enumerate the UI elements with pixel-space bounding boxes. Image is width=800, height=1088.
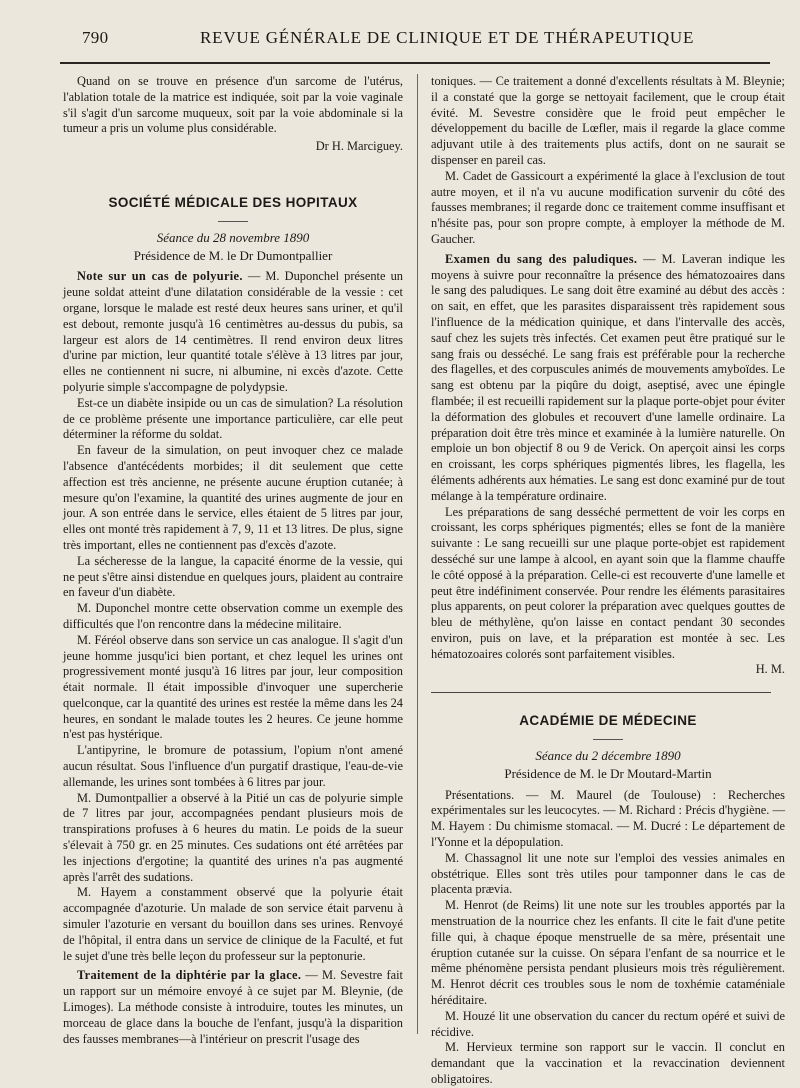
journal-title: REVUE GÉNÉRALE DE CLINIQUE ET DE THÉRAPEUTIQUE <box>200 28 695 47</box>
paragraph: toniques. — Ce traitement a donné d'excellents résultats à M. Bleynie; il a constaté que la gorge se nettoyait facilement, que le croup était évité. M. Sevestre considère que le froid peut empêcher le développement du bacille de Lœfler, mais il regarde la glace comme adjuvant utile à des traitements plus actifs, dont on ne saurait se dispenser en pareil cas. <box>431 74 785 167</box>
paragraph: M. Cadet de Gassicourt a expérimenté la glace à l'exclusion de tout autre moyen, et il n'a vu aucune modification survenir du côté des fausses membranes; il regarde donc ce traitement comme insuffisant et n'hésite pas, pour son propre compte, à employer la méthode de M. Gaucher. <box>431 168 785 246</box>
article-signature: H. M. <box>755 662 785 677</box>
running-head <box>60 28 760 54</box>
paludiques-paragraph: — M. Laveran indique les moyens à suivre pour reconnaître la présence des hématozoaires dans le sang des paludiques. Le sang doit être examiné au début des accès : on sait, en effet, que les parasites disparaissent très rapidement sous l'influence de la médication quinique, et dans l'intervalle des accès, sauf chez les sujets très infectés. Cet examen peut être pratiqué sur le sang frais ou desséché. Le sang frais est préférable pour la recherche des flagelles, et des corpuscules animés de mouvements amyboïdes. Le sang est obtenu par la piqûre du doigt, aseptisé, avec une épingle flambée; il est recueilli rapidement sur la plaque porte-objet pour éviter la déformation des globules et recouvert d'une lamelle ordinaire. La préparation doit être très mince et examinée à la lumière naturelle. On emploie un bon objectif 8 ou 9 de Verick. On aperçoit ainsi les corps en croissant, les corps sphériques pigmentés libres, les flagella, les éléments adhérents aux hématies. Le sang est donc examiné pur de tout mélange à la température ordinaire. <box>431 251 785 503</box>
page-number: 790 <box>82 28 109 47</box>
sarcome-paragraph: Quand on se trouve en présence d'un sarcome de l'utérus, l'ablation totale de la matrice est indiquée, soit par la voie vaginale s'il s'agit d'un sarcome muqueux, soit par la voie abdominale si la tumeur a pris un volume plus considérable. <box>63 74 403 136</box>
section-title-societe: SOCIÉTÉ MÉDICALE DES HOPITAUX <box>108 194 358 210</box>
paragraph: M. Chassagnol lit une note sur l'emploi des vessies animales en obstétrique. Elles sont très utiles pour tamponner dans le cas de placenta prævia. <box>431 850 785 897</box>
section-divider <box>593 739 623 740</box>
right-column <box>431 74 785 1088</box>
polyurie-paragraph: — M. Duponchel présente un jeune soldat atteint d'une dilatation considérable de la vessie : cet organe, lorsque le malade est resté deux heures sans uriner, et qu'il est debout, remonte jusqu'à 16 centimètres au-dessus du pubis, sa largeur est alors de 14 centimètres. Il rend environ deux litres d'urine par miction, leur quantité totale s'élève à 13 litres par jour, elles ne contiennent ni sucre, ni albumine, ni excès d'azote. Cette polyurie simple s'accompagne de polydypsie. <box>63 269 403 394</box>
header-rule <box>60 62 770 64</box>
paragraph: M. Duponchel montre cette observation comme un exemple des difficultés que l'on rencontre dans la médecine militaire. <box>63 601 403 631</box>
paragraph: Les préparations de sang desséché permettent de voir les corps en croissant, les corps sphériques pigmentés; elles se font de la manière suivante : Le sang recueilli sur une plaque porte-objet est rapidement desséché sur une lampe à alcool, en ayant soin que la flamme chauffe le côté opposé à la préparation. Celle-ci est recouverte d'une lamelle et peut être indéfiniment conservée. Pour rendre les éléments parasitaires plus apparents, on peut colorer la préparation avec quelques gouttes de bleu de méthylène, qu'on laisse en contact pendant 30 secondes environ, puis on lave, et la préparation est montée à sec. Les hématozoaires colorés sont parfaitement visibles. <box>431 504 785 661</box>
article-title-diphterie: Traitement de la diphtérie par la glace. <box>77 968 302 983</box>
paragraph: Présentations. — M. Maurel (de Toulouse) : Recherches expérimentales sur les leucocytes. — M. Richard : Précis d'hygiène. — M. Hayem : Du chimisme stomacal. — M. Ducré : Le département de l'Yonne et la dépopulation. <box>431 787 785 850</box>
paragraph: M. Hervieux termine son rapport sur le vaccin. Il conclut en demandant que la vaccination et la revaccination deviennent obligatoires. <box>431 1040 785 1087</box>
left-column <box>63 74 403 1047</box>
paragraph: L'antipyrine, le bromure de potassium, l'opium n'ont amené aucun résultat. Sous l'influence d'un purgatif drastique, l'eau-de-vie allemande, les urines sont tombées à 6 litres par jour. <box>63 743 403 789</box>
section-rule <box>431 692 771 693</box>
paragraph: Est-ce un diabète insipide ou un cas de simulation? La résolution de ce problème présente une importance particulière, car elle peut déterminer la réforme du soldat. <box>63 395 403 442</box>
paragraph: En faveur de la simulation, on peut invoquer chez ce malade l'absence d'antécédents morbides; il dit seulement que cette affection est très ancienne, ne présente aucune éruption cutanée; à mesure qu'on l'examine, la quantité des urines augmente de jour en jour. A son entrée dans le service, elles étaient de 5 litres par jour, elles ont monté très rapidement à 7, 9, 11 et 13 litres. De plus, signe très important, elles ne contiennent pas d'excès d'azote. <box>63 443 403 552</box>
paragraph: M. Hayem a constamment observé que la polyurie était accompagnée d'azoturie. Un malade de son service était parvenu à simuler l'azoturie en versant du bouillon dans ses urines. Renvoyé de l'hôpital, il entra dans un service de clinique de la Faculté, et fut le sujet d'une très belle leçon du professeur sur la peptonurie. <box>63 885 403 963</box>
seance-date: Séance du 28 novembre 1890 <box>156 229 310 245</box>
seance-date: Séance du 2 décembre 1890 <box>535 748 681 764</box>
paragraph: M. Houzé lit une observation du cancer du rectum opéré et suivi de récidive. <box>431 1008 785 1039</box>
paragraph: M. Henrot (de Reims) lit une note sur les troubles apportés par la menstruation de la nourrice chez les enfants. Il cite le fait d'une petite fille qui, à chaque époque menstruelle de sa mère, présentait une éruption cutanée sur la cuisse. On sépara l'enfant de sa nourrice et le même phénomène persista pendant plusieurs mois très régulièrement. M. Henrot décrit ces troubles sous le nom de toxhémie cataméniale héréditaire. <box>431 898 785 1008</box>
paragraph: M. Dumontpallier a observé à la Pitié un cas de polyurie simple de 7 litres par jour, accompagnées pendant plusieurs mois de transpirations profuses à 6 heures du matin. Le poids de la sueur s'élevait à 750 gr. en 25 minutes. Ces sudations ont été arrêtées par les injections d'ergotine; la quantité des urines n'a pas augmenté après l'arrêt des sudations. <box>63 790 403 884</box>
presidence-line: Présidence de M. le Dr Moutard-Martin <box>504 765 712 781</box>
paragraph: La sécheresse de la langue, la capacité énorme de la vessie, qui ne peut s'être ainsi distendue en quelques jours, plaident au contraire en faveur d'un diabète. <box>63 553 403 600</box>
section-title-academie: ACADÉMIE DE MÉDECINE <box>519 713 697 729</box>
article-title-paludiques: Examen du sang des paludiques. <box>445 251 638 266</box>
diphterie-paragraph: — M. Sevestre fait un rapport sur un mémoire envoyé à ce sujet par M. Bleynie, (de Limoges). La méthode consiste à introduire, toutes les minutes, un morceau de glace dans la bouche de l'enfant, jusqu'à la disparition des fausses membranes—à l'intérieur on prescrit l'usage des <box>63 968 403 1046</box>
column-divider <box>417 74 418 1034</box>
article-title-polyurie: Note sur un cas de polyurie. <box>77 269 243 284</box>
paragraph: M. Féréol observe dans son service un cas analogue. Il s'agit d'un jeune homme jusqu'ici bien portant, et chez lequel les urines ont progressivement monté jusqu'à 16 litres par jour, leur composition était normale. Il était impossible d'invoquer une supercherie quelconque, car la quantité des urines est restée la même dans les 24 heures, en sondant le malade toutes les 2 heures. Ce jeune homme n'est pas hystérique. <box>63 632 403 742</box>
section-divider <box>218 221 248 222</box>
author-signature: Dr H. Marciguey. <box>315 139 403 154</box>
presidence-line: Présidence de M. le Dr Dumontpallier <box>133 247 333 263</box>
